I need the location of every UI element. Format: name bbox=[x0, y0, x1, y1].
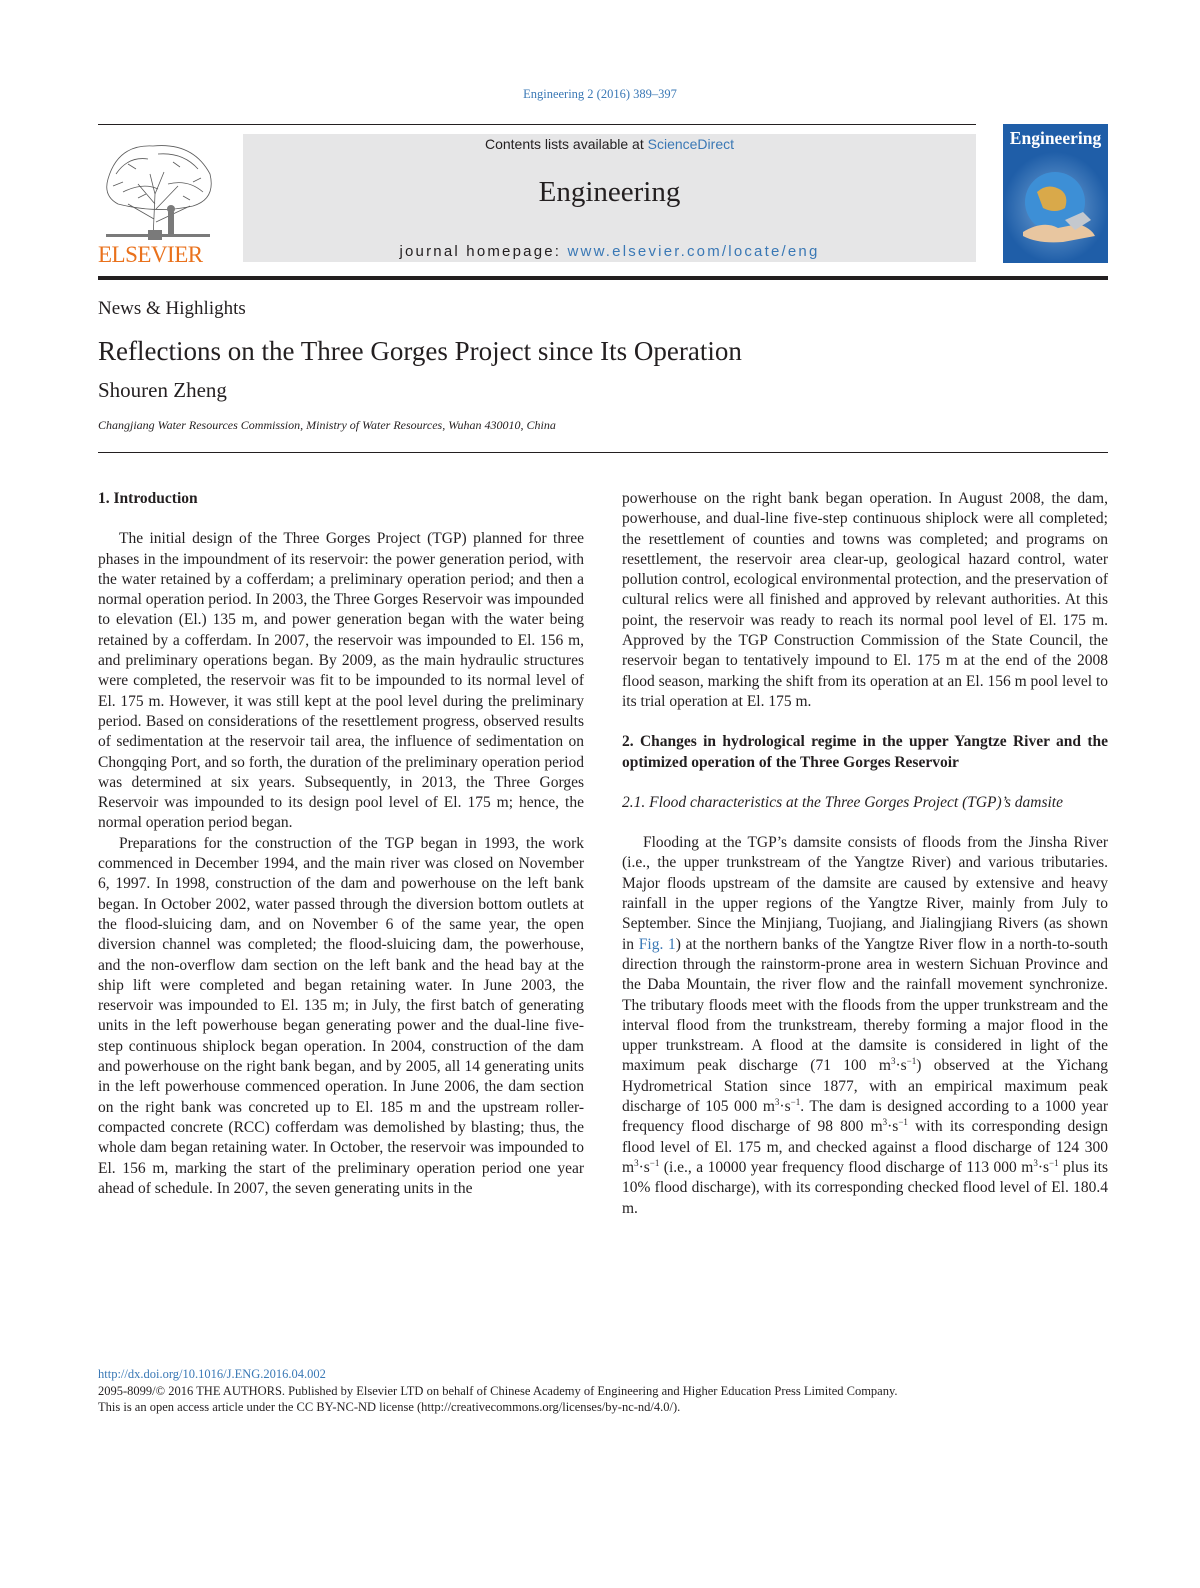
paragraph: Flooding at the TGP’s damsite consists of floods from the Jinsha River (i.e., the upper trunkstream of the Yangtze River) and various tributaries. Major floods upstream of the damsite are caused by extensive and heavy rainfall in the upper regions of the Yangtze River, mainly from July to September. Since the Minjiang, Tuojiang, and Jialingjiang Rivers (as shown in Fig. 1) at the northern banks of the Yangtze River flow in a north-to-south direction through the rainstorm-prone area in western Sichuan Province and the Daba Mountain, the river flow and the rainfall movement synchronize. The tributary floods meet with the floods from the upper trunkstream and the interval flood from the trunkstream, thereby forming a major flood in the upper trunkstream. A flood at the damsite is considered in light of the maximum peak discharge (71 100 $m^3\cdot s^{-1}$) observed at the Yichang Hydrometrical Station since 1877, with an empirical maximum peak discharge of 105 000 $m^3\cdot s^{-1}$. The dam is designed according to a 1000 year frequency flood discharge of 98 800 $m^3\cdot s^{-1}$ with its corresponding design flood level of El. 175 m, and checked against a flood discharge of 124 300 $m^3\cdot s^{-1}$ (i.e., a 10000 year frequency flood discharge of 113 000 $m^3\cdot s^{-1}$ plus its 10% flood discharge), with its corresponding checked flood level of El. 180.4 m. bbox=[622, 834, 1108, 1217]
journal-cover bbox=[1003, 124, 1108, 263]
sciencedirect-link[interactable]: ScienceDirect bbox=[647, 136, 734, 152]
journal-name: Engineering bbox=[538, 176, 681, 208]
paragraph: The initial design of the Three Gorges Project (TGP) planned for three phases in the impoundment of its reservoir: the power generation period, with the water retained by a cofferdam; a preliminary operation period; and then a normal operation period. In 2003, the Three Gorges Reservoir was impounded to elevation (El.) 135 m, and power generation began with the water being retained by a cofferdam. In 2007, the reservoir was impounded to El. 156 m, and preliminary operations began. By 2009, as the main hydraulic structures were completed, the reservoir was fit to be impounded to its normal level of El. 175 m. However, it was still kept at the pool level during the preliminary period. Based on considerations of the resettlement progress, observed results of sedimentation at the reservoir tail area, the influence of sedimentation on Chongqing Port, and so forth, the duration of the preliminary operation period was determined at six years. Subsequently, in 2013, the Three Gorges Reservoir was impounded to its design pool level of El. 175 m; hence, the normal operation period began. bbox=[98, 530, 584, 832]
header-thick-rule bbox=[98, 276, 1108, 280]
figure-1-link[interactable]: Fig. 1 bbox=[638, 935, 676, 953]
author-name: Shouren Zheng bbox=[98, 378, 227, 402]
article-footer bbox=[98, 1366, 898, 1416]
left-column bbox=[98, 489, 584, 1199]
contents-line bbox=[243, 136, 976, 152]
license-line: This is an open access article under the CC BY-NC-ND license (http://creativecommons.org/licenses/by-nc-nd/4.0/). bbox=[98, 1400, 681, 1414]
header-rule bbox=[98, 124, 976, 125]
journal-citation: Engineering 2 (2016) 389–397 bbox=[523, 87, 677, 101]
section-type: News & Highlights bbox=[98, 298, 246, 319]
journal-homepage bbox=[243, 243, 976, 260]
elsevier-wordmark: ELSEVIER bbox=[98, 242, 203, 267]
homepage-prefix: journal homepage: bbox=[399, 243, 568, 260]
article-title: Reflections on the Three Gorges Project since Its Operation bbox=[98, 336, 742, 366]
doi-link[interactable]: http://dx.doi.org/10.1016/J.ENG.2016.04.002 bbox=[98, 1367, 326, 1381]
contents-prefix: Contents lists available at bbox=[484, 136, 648, 152]
title-rule bbox=[98, 452, 1108, 453]
right-column bbox=[622, 489, 1108, 1219]
section-heading-hydrology: 2. Changes in hydrological regime in the upper Yangtze River and the optimized operation of the Three Gorges Reservoir bbox=[622, 733, 1108, 771]
section-heading-introduction: 1. Introduction bbox=[98, 490, 198, 507]
paragraph-continued: powerhouse on the right bank began operation. In August 2008, the dam, powerhouse, and dual-line five-step continuous shiplock were all completed; the resettlement of counties and towns was completed; and programs on resettlement, the reservoir area clear-up, geological hazard control, water pollution control, ecological environmental protection, and the preservation of cultural relics were all finished and approved by relevant authorities. At this point, the reservoir was ready to reach its normal pool level of El. 175 m. Approved by the TGP Construction Commission of the State Council, the reservoir began to tentatively impound to El. 175 m at the end of the 2008 flood season, marking the shift from its operation at an El. 156 m pool level to its trial operation at El. 175 m. bbox=[622, 490, 1109, 710]
subsection-heading-flood: 2.1. Flood characteristics at the Three Gorges Project (TGP)’s damsite bbox=[622, 793, 1063, 811]
homepage-link[interactable]: www.elsevier.com/locate/eng bbox=[567, 243, 820, 260]
paragraph: Preparations for the construction of the TGP began in 1993, the work commenced in December 1994, and the main river was closed on November 6, 1997. In 1998, construction of the dam and powerhouse on the left bank began. In October 2002, water passed through the diversion bottom outlets at the flood-sluicing dam, and on November 6 of the same year, the open diversion channel was completed; the flood-sluicing dam, the powerhouse, and the non-overflow dam section on the left bank and the head bay at the ship lift were completed and began retaining water. In June 2003, the reservoir was impounded to El. 135 m; in July, the first batch of generating units in the left powerhouse began generating power and the dual-line five-step continuous shiplock began operation. In 2004, construction of the dam and powerhouse on the right bank began, and by 2005, all 14 generating units in the left powerhouse commenced operation. In June 2006, the dam section on the right bank was concreted up to El. 185 m and the upstream roller-compacted concrete (RCC) cofferdam was demolished by blasting; thus, the whole dam began retaining water. In October, the reservoir was impounded to El. 156 m, marking the start of the preliminary operation period one year ahead of schedule. In 2007, the seven generating units in the bbox=[98, 834, 584, 1197]
cover-title: Engineering bbox=[1009, 128, 1102, 148]
author-affiliation: Changjiang Water Resources Commission, Ministry of Water Resources, Wuhan 430010, China bbox=[98, 418, 556, 432]
copyright-line: 2095-8099/© 2016 THE AUTHORS. Published by Elsevier LTD on behalf of Chinese Academy of Engineering and Higher Education Press Limited Company. bbox=[98, 1383, 898, 1398]
